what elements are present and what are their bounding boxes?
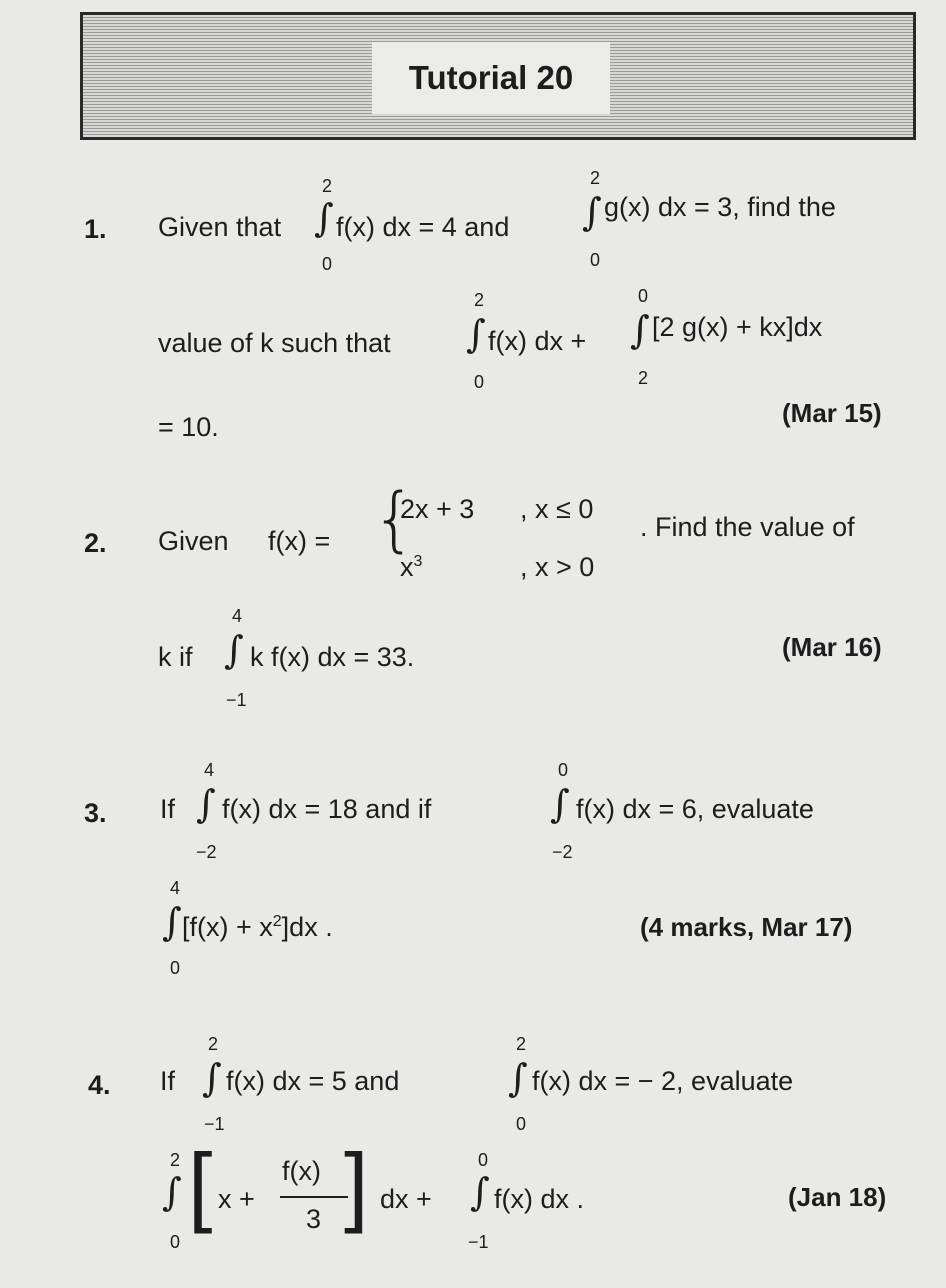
piecewise-brace: { [372, 478, 417, 560]
case-expression: 2x + 3 [400, 494, 475, 524]
integral-sign: ∫ [470, 1170, 490, 1214]
left-bracket: [ [188, 1135, 213, 1234]
fraction-bar [280, 1196, 348, 1198]
integral-lower-limit: −1 [468, 1232, 489, 1252]
integral-upper-limit: 0 [638, 286, 649, 306]
exam-reference: (Mar 16) [782, 632, 882, 662]
integral-upper-limit: 4 [170, 878, 181, 898]
integral-upper-limit: 2 [208, 1034, 219, 1054]
fraction-denominator: 3 [306, 1204, 322, 1234]
integral-sign: ∫ [550, 782, 570, 826]
question-number: 1. [84, 214, 107, 244]
integral-sign: ∫ [162, 900, 182, 944]
integral-upper-limit: 2 [590, 168, 601, 188]
exam-reference: (Mar 15) [782, 398, 882, 428]
integral-lower-limit: −1 [226, 690, 247, 710]
integral-expression: dx + [380, 1184, 432, 1214]
integral-expression: f(x) dx . [494, 1184, 585, 1214]
question-text: If [160, 794, 176, 824]
integral-lower-limit: −1 [204, 1114, 225, 1134]
integral-lower-limit: 0 [170, 958, 181, 978]
question-text: Given [158, 526, 229, 556]
question-number: 4. [88, 1070, 111, 1100]
integral-upper-limit: 0 [558, 760, 569, 780]
integral-sign: ∫ [162, 1170, 182, 1214]
right-bracket: ] [344, 1135, 369, 1234]
fraction-numerator: f(x) [282, 1156, 321, 1186]
integral-expression: $[f(x) + x^2]dx$ . [182, 912, 333, 942]
integral-sign: ∫ [314, 196, 334, 240]
integral-lower-limit: 0 [516, 1114, 527, 1134]
integral-expression: f(x) dx = 4 and [336, 212, 510, 242]
integral-upper-limit: 2 [322, 176, 333, 196]
integral-upper-limit: 2 [516, 1034, 527, 1054]
integral-upper-limit: 0 [478, 1150, 489, 1170]
question-text: = 10. [158, 412, 219, 442]
page-title: Tutorial 20 [372, 42, 610, 114]
question-text: value of k such that [158, 328, 391, 358]
integral-expression: f(x) dx = 6, evaluate [576, 794, 814, 824]
integral-lower-limit: 0 [170, 1232, 181, 1252]
integral-expression: x + [218, 1184, 255, 1214]
integral-expression: f(x) dx + [488, 326, 587, 356]
integral-upper-limit: 2 [170, 1150, 181, 1170]
question-text: . Find the value of [640, 512, 855, 542]
integral-sign: ∫ [466, 312, 486, 356]
case-condition: , x > 0 [520, 552, 595, 582]
integral-upper-limit: 4 [232, 606, 243, 626]
integral-lower-limit: 0 [590, 250, 601, 270]
case-condition: , x ≤ 0 [520, 494, 594, 524]
integral-lower-limit: −2 [552, 842, 573, 862]
integral-expression: f(x) dx = 5 and [226, 1066, 400, 1096]
integral-lower-limit: 2 [638, 368, 649, 388]
integral-upper-limit: 4 [204, 760, 215, 780]
integral-sign: ∫ [196, 782, 216, 826]
integral-sign: ∫ [202, 1056, 222, 1100]
integral-expression: [2 g(x) + kx]dx [652, 312, 823, 342]
integral-lower-limit: 0 [474, 372, 485, 392]
integral-sign: ∫ [508, 1056, 528, 1100]
case-expression: $x^3$ [400, 552, 423, 582]
integral-lower-limit: 0 [322, 254, 333, 274]
question-text: k if [158, 642, 193, 672]
integral-expression: f(x) dx = 18 and if [222, 794, 432, 824]
question-number: 2. [84, 528, 107, 558]
exam-reference: (Jan 18) [788, 1182, 887, 1212]
integral-upper-limit: 2 [474, 290, 485, 310]
integral-expression: f(x) dx = − 2, evaluate [532, 1066, 794, 1096]
integral-sign: ∫ [630, 308, 650, 352]
question-text: Given that [158, 212, 282, 242]
function-definition: f(x) = [268, 526, 331, 556]
question-number: 3. [84, 798, 107, 828]
exam-reference: (4 marks, Mar 17) [640, 912, 853, 942]
question-text: If [160, 1066, 176, 1096]
integral-sign: ∫ [582, 190, 602, 234]
integral-sign: ∫ [224, 628, 244, 672]
integral-expression: g(x) dx = 3, find the [604, 192, 836, 222]
integral-lower-limit: −2 [196, 842, 217, 862]
integral-expression: k f(x) dx = 33. [250, 642, 415, 672]
